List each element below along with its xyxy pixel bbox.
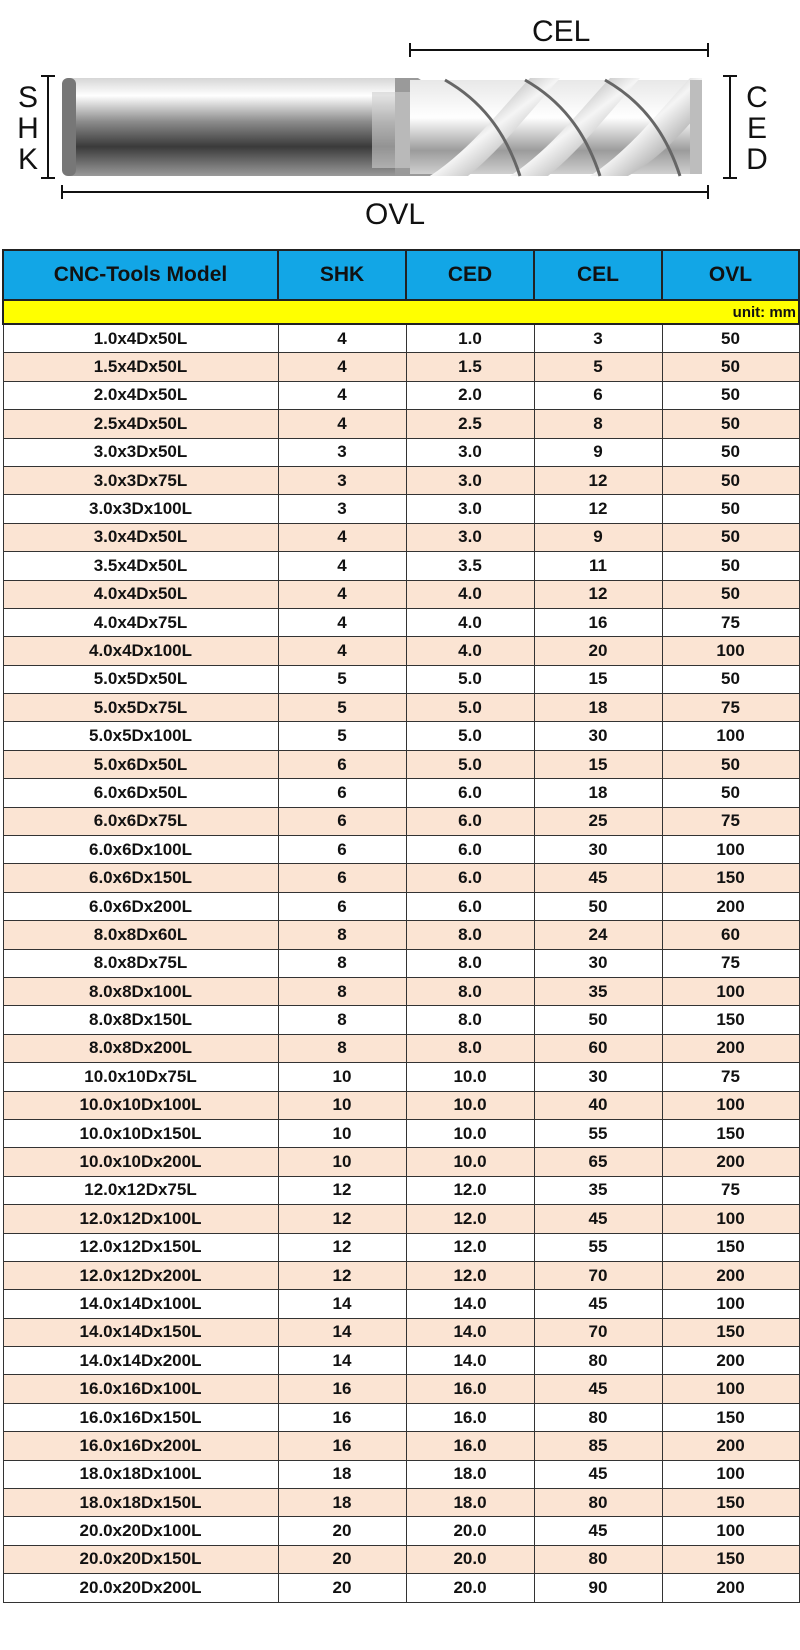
cell-cel: 30 [534,949,662,977]
cell-cel: 80 [534,1545,662,1573]
cell-ovl: 150 [662,864,799,892]
cell-ced: 6.0 [406,836,534,864]
cell-ced: 16.0 [406,1375,534,1403]
cell-cel: 55 [534,1119,662,1147]
cell-cel: 18 [534,694,662,722]
cell-model: 12.0x12Dx75L [3,1176,278,1204]
cell-model: 5.0x5Dx50L [3,665,278,693]
header-model: CNC-Tools Model [3,250,278,300]
cell-model: 20.0x20Dx200L [3,1574,278,1602]
table-row [3,1347,799,1375]
cell-ovl: 100 [662,637,799,665]
cell-ovl: 100 [662,1290,799,1318]
cell-model: 4.0x4Dx75L [3,608,278,636]
cell-model: 16.0x16Dx150L [3,1403,278,1431]
cell-ced: 3.0 [406,495,534,523]
cell-ced: 1.5 [406,353,534,381]
cell-ovl: 100 [662,1091,799,1119]
cell-shk: 4 [278,324,406,353]
cell-cel: 15 [534,665,662,693]
cell-model: 10.0x10Dx200L [3,1148,278,1176]
cell-model: 14.0x14Dx150L [3,1318,278,1346]
cell-model: 1.0x4Dx50L [3,324,278,353]
table-row [3,1148,799,1176]
cell-ced: 3.0 [406,438,534,466]
table-row [3,1517,799,1545]
cell-model: 6.0x6Dx200L [3,892,278,920]
table-row [3,1205,799,1233]
cell-shk: 10 [278,1148,406,1176]
cell-cel: 12 [534,580,662,608]
cell-ovl: 50 [662,779,799,807]
flute-section [410,78,702,176]
cell-ovl: 75 [662,694,799,722]
cell-model: 10.0x10Dx75L [3,1063,278,1091]
cell-shk: 4 [278,608,406,636]
table-row [3,1006,799,1034]
cell-ced: 1.0 [406,324,534,353]
shk-dimension-line [41,76,55,178]
cell-ced: 20.0 [406,1574,534,1602]
cell-cel: 16 [534,608,662,636]
cell-ced: 10.0 [406,1119,534,1147]
cell-model: 18.0x18Dx150L [3,1489,278,1517]
cell-shk: 8 [278,921,406,949]
cell-shk: 4 [278,410,406,438]
table-row [3,977,799,1005]
cell-ced: 10.0 [406,1148,534,1176]
unit-row [3,300,799,324]
cell-ovl: 200 [662,1432,799,1460]
shk-letter-3: K [17,143,38,176]
table-row [3,1545,799,1573]
cell-ced: 6.0 [406,779,534,807]
cell-shk: 12 [278,1233,406,1261]
cell-shk: 6 [278,807,406,835]
cell-model: 6.0x6Dx50L [3,779,278,807]
cell-cel: 35 [534,1176,662,1204]
cell-shk: 5 [278,665,406,693]
cell-shk: 18 [278,1489,406,1517]
cell-shk: 20 [278,1574,406,1602]
cell-cel: 50 [534,892,662,920]
cell-ovl: 50 [662,324,799,353]
shk-letter-2: H [17,112,39,145]
end-mill-diagram [0,0,800,240]
table-row [3,807,799,835]
cell-cel: 45 [534,1205,662,1233]
table-row [3,1432,799,1460]
cell-shk: 12 [278,1261,406,1289]
cell-ovl: 200 [662,892,799,920]
cell-ovl: 75 [662,1176,799,1204]
cell-ced: 14.0 [406,1290,534,1318]
cell-model: 8.0x8Dx60L [3,921,278,949]
cell-ced: 20.0 [406,1517,534,1545]
cell-ovl: 50 [662,552,799,580]
cell-cel: 30 [534,722,662,750]
cell-cel: 80 [534,1489,662,1517]
cell-shk: 14 [278,1290,406,1318]
cell-ced: 12.0 [406,1261,534,1289]
ced-letter-1: C [746,81,768,114]
cell-cel: 50 [534,1006,662,1034]
table-row [3,438,799,466]
cell-ced: 10.0 [406,1063,534,1091]
cell-ced: 2.5 [406,410,534,438]
cell-ovl: 200 [662,1148,799,1176]
table-row [3,1375,799,1403]
cell-shk: 4 [278,637,406,665]
cell-shk: 8 [278,1006,406,1034]
cell-model: 2.5x4Dx50L [3,410,278,438]
cell-ovl: 75 [662,608,799,636]
cell-ced: 18.0 [406,1460,534,1488]
table-row [3,1119,799,1147]
table-row [3,779,799,807]
cell-shk: 3 [278,466,406,494]
table-row [3,1261,799,1289]
cell-ovl: 50 [662,353,799,381]
cell-cel: 18 [534,779,662,807]
cell-ovl: 150 [662,1318,799,1346]
cell-model: 10.0x10Dx100L [3,1091,278,1119]
cell-ovl: 150 [662,1006,799,1034]
cel-label: CEL [532,15,591,48]
ced-letter-3: D [746,143,768,176]
table-body [3,324,799,1602]
cell-cel: 45 [534,1517,662,1545]
cell-ovl: 50 [662,495,799,523]
cell-model: 14.0x14Dx100L [3,1290,278,1318]
table-row [3,1091,799,1119]
table-row [3,864,799,892]
cell-ced: 5.0 [406,722,534,750]
cell-cel: 70 [534,1261,662,1289]
cell-shk: 14 [278,1347,406,1375]
cell-cel: 30 [534,836,662,864]
cell-shk: 5 [278,694,406,722]
header-ced: CED [406,250,534,300]
cell-shk: 4 [278,381,406,409]
cell-ovl: 150 [662,1233,799,1261]
cell-ced: 12.0 [406,1205,534,1233]
cell-ovl: 100 [662,977,799,1005]
cell-model: 3.0x3Dx75L [3,466,278,494]
cell-ovl: 100 [662,836,799,864]
cell-model: 14.0x14Dx200L [3,1347,278,1375]
cell-ced: 4.0 [406,608,534,636]
cell-cel: 40 [534,1091,662,1119]
cell-model: 8.0x8Dx75L [3,949,278,977]
table-header-row [3,250,799,300]
header-ovl: OVL [662,250,799,300]
table-row [3,523,799,551]
cell-model: 2.0x4Dx50L [3,381,278,409]
cell-cel: 9 [534,438,662,466]
cell-model: 4.0x4Dx50L [3,580,278,608]
cell-cel: 3 [534,324,662,353]
cell-model: 16.0x16Dx100L [3,1375,278,1403]
cell-ovl: 100 [662,1205,799,1233]
cell-cel: 20 [534,637,662,665]
table-row [3,1063,799,1091]
table-row [3,921,799,949]
cell-cel: 12 [534,466,662,494]
cell-ced: 8.0 [406,1006,534,1034]
cell-ovl: 50 [662,410,799,438]
cell-cel: 55 [534,1233,662,1261]
cell-shk: 8 [278,1034,406,1062]
cell-ced: 6.0 [406,807,534,835]
cell-ovl: 50 [662,665,799,693]
cell-shk: 18 [278,1460,406,1488]
cell-ced: 6.0 [406,892,534,920]
cell-ced: 8.0 [406,921,534,949]
cell-cel: 45 [534,1375,662,1403]
table-row [3,722,799,750]
cell-cel: 45 [534,864,662,892]
cell-model: 16.0x16Dx200L [3,1432,278,1460]
table-row [3,580,799,608]
cell-shk: 12 [278,1176,406,1204]
cell-ovl: 75 [662,949,799,977]
table-row [3,324,799,353]
table-row [3,1034,799,1062]
cell-ced: 8.0 [406,1034,534,1062]
cell-model: 8.0x8Dx150L [3,1006,278,1034]
table-row [3,466,799,494]
table-row [3,1574,799,1602]
cell-model: 6.0x6Dx150L [3,864,278,892]
cell-cel: 9 [534,523,662,551]
cell-model: 6.0x6Dx75L [3,807,278,835]
table-row [3,1460,799,1488]
cell-ovl: 50 [662,750,799,778]
table-row [3,608,799,636]
cell-ced: 20.0 [406,1545,534,1573]
cell-ovl: 100 [662,722,799,750]
cell-shk: 12 [278,1205,406,1233]
cell-shk: 4 [278,523,406,551]
cell-ovl: 75 [662,807,799,835]
table-row [3,949,799,977]
table-row [3,665,799,693]
shank-body [62,78,407,176]
cell-shk: 16 [278,1432,406,1460]
cell-shk: 5 [278,722,406,750]
cell-ced: 3.0 [406,466,534,494]
cell-ovl: 50 [662,466,799,494]
cell-shk: 8 [278,949,406,977]
cell-shk: 6 [278,892,406,920]
cell-cel: 45 [534,1290,662,1318]
cell-ced: 18.0 [406,1489,534,1517]
header-shk: SHK [278,250,406,300]
table-row [3,750,799,778]
table-row [3,1290,799,1318]
cell-cel: 5 [534,353,662,381]
table-row [3,353,799,381]
shk-letter-1: S [17,81,38,114]
cell-ced: 2.0 [406,381,534,409]
cell-model: 20.0x20Dx100L [3,1517,278,1545]
cell-cel: 85 [534,1432,662,1460]
cell-ovl: 75 [662,1063,799,1091]
cell-shk: 6 [278,836,406,864]
cell-shk: 16 [278,1403,406,1431]
table-row [3,1489,799,1517]
cell-cel: 80 [534,1347,662,1375]
cell-model: 5.0x6Dx50L [3,750,278,778]
cell-shk: 3 [278,438,406,466]
table-row [3,1403,799,1431]
cell-ced: 4.0 [406,637,534,665]
cell-cel: 65 [534,1148,662,1176]
header-cel: CEL [534,250,662,300]
cell-ovl: 150 [662,1403,799,1431]
cell-ced: 8.0 [406,977,534,1005]
spec-table [2,249,800,1603]
table-row [3,694,799,722]
cell-shk: 4 [278,552,406,580]
cell-ced: 3.5 [406,552,534,580]
cell-ced: 16.0 [406,1432,534,1460]
table-row [3,892,799,920]
cell-shk: 10 [278,1063,406,1091]
cell-ovl: 100 [662,1375,799,1403]
cell-shk: 14 [278,1318,406,1346]
cell-ovl: 200 [662,1034,799,1062]
cell-ovl: 150 [662,1489,799,1517]
ovl-dimension-line [62,185,708,199]
cell-ovl: 60 [662,921,799,949]
cell-ced: 3.0 [406,523,534,551]
cell-model: 10.0x10Dx150L [3,1119,278,1147]
cell-ced: 8.0 [406,949,534,977]
cell-shk: 16 [278,1375,406,1403]
table-row [3,637,799,665]
cell-ced: 12.0 [406,1176,534,1204]
cell-model: 8.0x8Dx200L [3,1034,278,1062]
cell-shk: 10 [278,1119,406,1147]
cell-shk: 4 [278,353,406,381]
cell-ced: 5.0 [406,750,534,778]
cell-model: 5.0x5Dx100L [3,722,278,750]
cell-ced: 14.0 [406,1347,534,1375]
cell-model: 12.0x12Dx150L [3,1233,278,1261]
cell-model: 12.0x12Dx200L [3,1261,278,1289]
cell-ovl: 200 [662,1574,799,1602]
cell-model: 3.0x3Dx100L [3,495,278,523]
cell-cel: 15 [534,750,662,778]
table-row [3,381,799,409]
cell-ced: 14.0 [406,1318,534,1346]
cell-model: 4.0x4Dx100L [3,637,278,665]
cell-cel: 6 [534,381,662,409]
cell-cel: 35 [534,977,662,1005]
ovl-label: OVL [365,198,426,231]
cell-cel: 25 [534,807,662,835]
ced-letter-2: E [746,112,767,145]
cell-ovl: 200 [662,1261,799,1289]
cell-model: 1.5x4Dx50L [3,353,278,381]
cell-ced: 10.0 [406,1091,534,1119]
cell-model: 3.0x3Dx50L [3,438,278,466]
cell-shk: 6 [278,779,406,807]
cell-model: 3.5x4Dx50L [3,552,278,580]
cell-ovl: 100 [662,1460,799,1488]
table-row [3,1233,799,1261]
cell-ovl: 200 [662,1347,799,1375]
table-row [3,552,799,580]
cell-model: 12.0x12Dx100L [3,1205,278,1233]
table-row [3,1176,799,1204]
cell-cel: 12 [534,495,662,523]
cell-ced: 4.0 [406,580,534,608]
cell-cel: 90 [534,1574,662,1602]
cell-ced: 6.0 [406,864,534,892]
cell-ced: 16.0 [406,1403,534,1431]
cell-cel: 30 [534,1063,662,1091]
cell-cel: 80 [534,1403,662,1431]
cell-model: 6.0x6Dx100L [3,836,278,864]
ced-dimension-line [723,76,737,178]
cell-cel: 70 [534,1318,662,1346]
cell-model: 3.0x4Dx50L [3,523,278,551]
cell-shk: 20 [278,1517,406,1545]
cell-ced: 5.0 [406,665,534,693]
cell-ovl: 150 [662,1119,799,1147]
cell-shk: 8 [278,977,406,1005]
cell-cel: 24 [534,921,662,949]
cell-cel: 11 [534,552,662,580]
cell-ovl: 50 [662,523,799,551]
cell-shk: 6 [278,750,406,778]
cell-ovl: 50 [662,438,799,466]
cell-cel: 8 [534,410,662,438]
table-row [3,836,799,864]
cell-ovl: 150 [662,1545,799,1573]
cell-cel: 60 [534,1034,662,1062]
cell-model: 20.0x20Dx150L [3,1545,278,1573]
table-row [3,495,799,523]
table-row [3,410,799,438]
cell-cel: 45 [534,1460,662,1488]
cell-shk: 6 [278,864,406,892]
cell-shk: 3 [278,495,406,523]
cell-model: 8.0x8Dx100L [3,977,278,1005]
cell-ovl: 100 [662,1517,799,1545]
cell-ovl: 50 [662,381,799,409]
table-row [3,1318,799,1346]
cell-shk: 20 [278,1545,406,1573]
unit-label: unit: mm [3,300,799,324]
cell-ced: 12.0 [406,1233,534,1261]
cell-shk: 10 [278,1091,406,1119]
cell-shk: 4 [278,580,406,608]
cell-model: 18.0x18Dx100L [3,1460,278,1488]
cell-ovl: 50 [662,580,799,608]
cell-model: 5.0x5Dx75L [3,694,278,722]
cell-ced: 5.0 [406,694,534,722]
